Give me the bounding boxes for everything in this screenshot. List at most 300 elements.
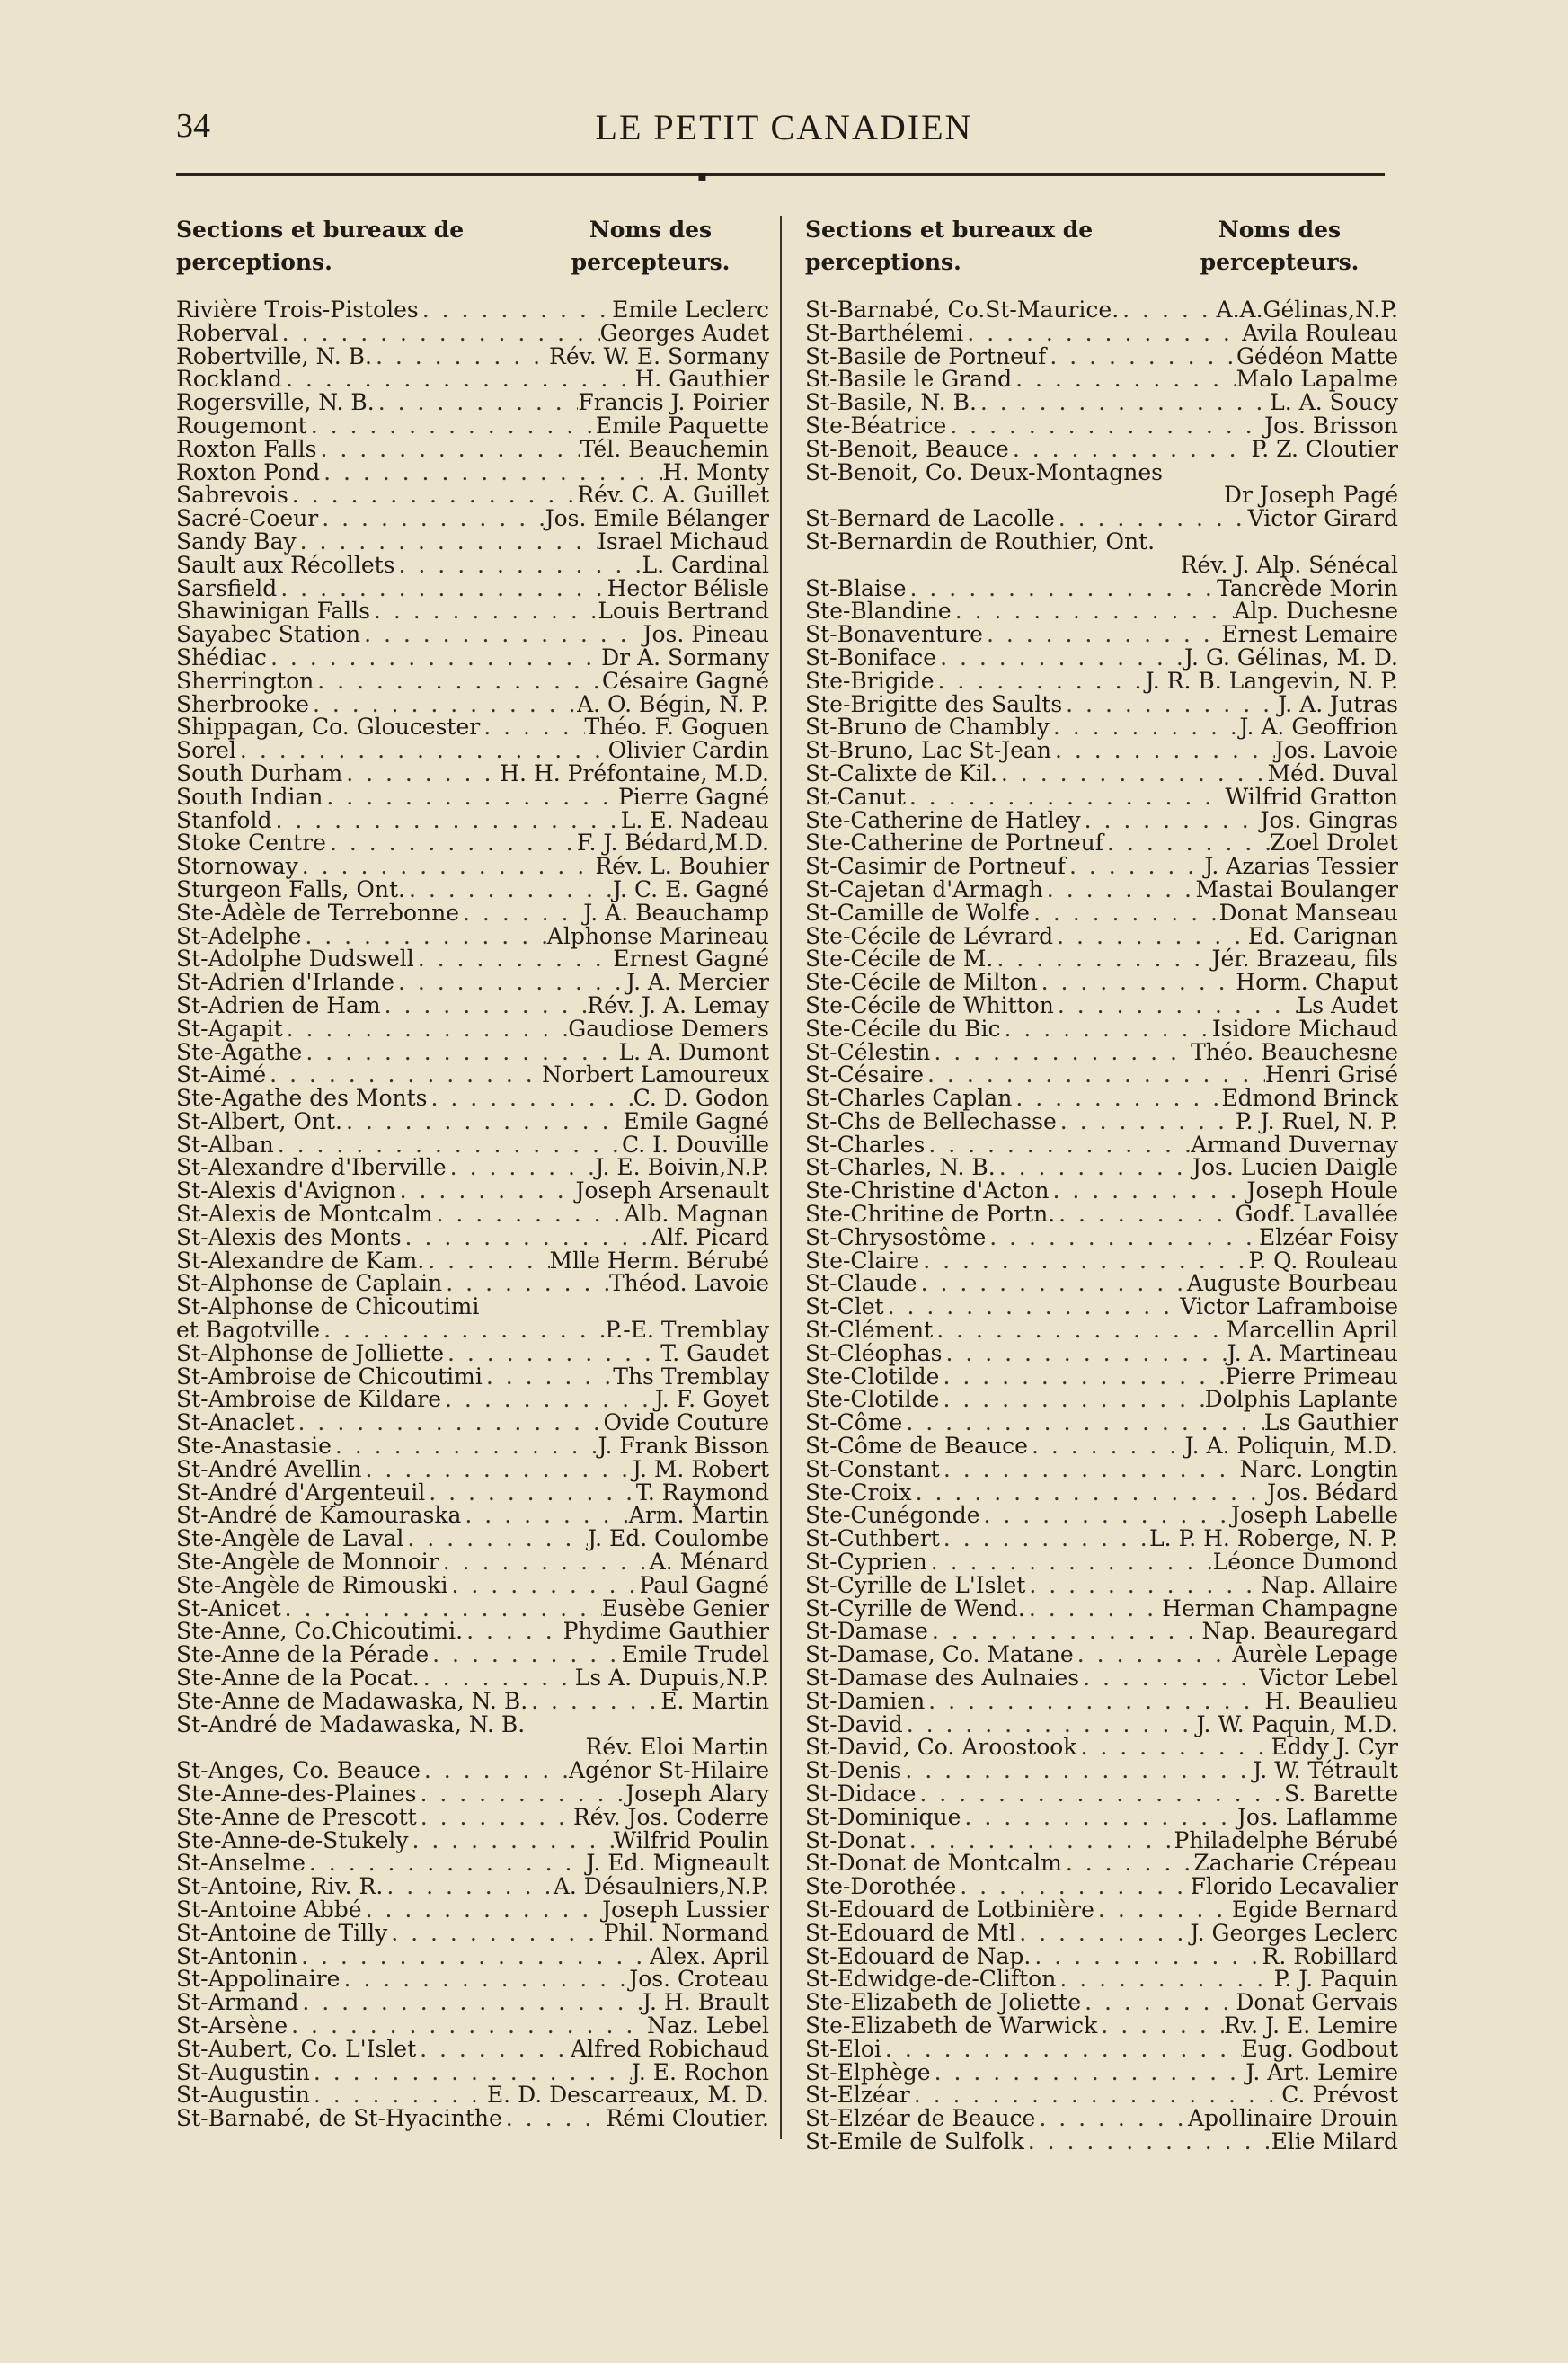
- section-name: Ste-Elizabeth de Warwick: [805, 2012, 1098, 2039]
- collector-name: Alf. Picard: [651, 1223, 769, 1250]
- collector-name: T. Gaudet: [660, 1339, 769, 1366]
- section-name: St-Côme de Beauce: [805, 1433, 1028, 1460]
- section-name: Sorel: [176, 737, 236, 764]
- section-name: Sandy Bay: [176, 528, 297, 555]
- collector-name: Avila Rouleau: [1242, 319, 1398, 346]
- list-item: [805, 458, 1398, 485]
- list-item: [176, 806, 769, 833]
- collector-name: Gédéon Matte: [1236, 342, 1398, 369]
- section-name: Sherrington: [176, 667, 314, 694]
- list-item: [176, 1295, 769, 1319]
- collector-name: Mlle Herm. Bérubé: [549, 1247, 769, 1274]
- dot-leader: [405, 878, 613, 902]
- section-name: Ste-Angèle de Rimouski: [176, 1571, 448, 1598]
- dot-leader: [930, 1041, 1191, 1064]
- list-item: [805, 1272, 1398, 1295]
- collector-name: Dr A. Sormany: [601, 644, 769, 671]
- section-name: St-Albert, Ont.: [176, 1107, 342, 1134]
- collector-name: Joseph Labelle: [1231, 1502, 1398, 1529]
- dot-leader: [1031, 1945, 1262, 1968]
- dot-leader: [1054, 994, 1298, 1017]
- list-item: [805, 623, 1398, 646]
- list-item: [805, 1597, 1398, 1621]
- dot-leader: [1081, 1991, 1236, 2014]
- list-item: [176, 1527, 769, 1550]
- section-name: St-Benoit, Co. Deux-Montagnes: [805, 458, 1163, 485]
- list-item: [805, 739, 1398, 762]
- list-item: [176, 1319, 769, 1342]
- collector-name: Dolphis Laplante: [1204, 1386, 1398, 1413]
- section-name: Ste-Catherine de Portneuf: [805, 830, 1104, 857]
- collector-name: Eddy J. Cyr: [1271, 1734, 1398, 1761]
- collector-name: H. H. Préfontaine, M.D.: [500, 760, 769, 786]
- collector-name: Ovide Couture: [603, 1409, 769, 1436]
- collector-name: J. E. Rochon: [631, 2058, 769, 2085]
- dot-leader: [383, 1875, 554, 1898]
- section-name: St-Armand: [176, 1989, 299, 2016]
- collector-name: Joseph Alary: [625, 1781, 769, 1807]
- dot-leader: [1035, 2107, 1188, 2130]
- section-name: St-Edouard de Mtl: [805, 1919, 1016, 1946]
- dot-leader: [461, 1504, 628, 1527]
- section-name: St-Barthélemi: [805, 319, 964, 346]
- dot-leader: [1024, 2130, 1271, 2154]
- collector-name: Jos. Gingras: [1260, 806, 1398, 833]
- collector-name: Eug. Godbout: [1241, 2035, 1398, 2062]
- list-item: [176, 739, 769, 762]
- column-divider: [780, 216, 782, 2139]
- list-item: [805, 1179, 1398, 1203]
- heading-collectors: Noms des percepteurs.: [1200, 217, 1360, 275]
- list-item: [176, 875, 769, 902]
- section-name: St-Basile le Grand: [805, 366, 1013, 393]
- dot-leader: [919, 1249, 1248, 1273]
- section-name: Ste-Claire: [805, 1247, 920, 1274]
- list-item: [805, 1388, 1398, 1411]
- list-item: [805, 319, 1398, 346]
- collector-name: Alb. Magnan: [624, 1201, 769, 1228]
- dot-leader: [939, 1365, 1225, 1389]
- collector-name: Donat Gervais: [1236, 1989, 1398, 2016]
- section-name: Ste-Cécile de Lévrard: [805, 922, 1054, 949]
- collector-name: P. Z. Cloutier: [1251, 435, 1398, 462]
- collector-name: Tancrède Morin: [1217, 574, 1398, 601]
- dot-leader: [439, 1550, 650, 1574]
- dot-leader: [1076, 1736, 1271, 1759]
- dot-leader: [925, 1133, 1191, 1157]
- dot-leader: [425, 1481, 636, 1505]
- list-item: [805, 899, 1398, 926]
- section-name: Ste-Angèle de Laval: [176, 1525, 404, 1552]
- list-item: [805, 1295, 1398, 1319]
- dot-leader: [416, 2038, 571, 2061]
- list-item: [176, 2083, 769, 2107]
- list-item: [176, 855, 769, 878]
- collector-name: P.-E. Tremblay: [605, 1317, 769, 1344]
- dot-leader: [881, 2038, 1242, 2061]
- section-name: St-Adrien d'Irlande: [176, 969, 394, 996]
- section-name: Ste-Cécile de Whitton: [805, 991, 1054, 1018]
- list-item: [176, 551, 769, 578]
- dot-leader: [317, 438, 580, 461]
- dot-leader: [427, 1087, 633, 1110]
- section-name: St-Ambroise de Kildare: [176, 1386, 442, 1413]
- dot-leader: [1057, 1110, 1236, 1133]
- dot-leader: [381, 994, 588, 1017]
- list-item: [805, 806, 1398, 833]
- dot-leader: [884, 1295, 1181, 1319]
- dot-leader: [936, 646, 1184, 670]
- collector-name: Norbert Lamoureux: [542, 1062, 769, 1088]
- section-name: Ste-Béatrice: [805, 412, 947, 439]
- list-item: [805, 1365, 1398, 1389]
- section-name: St-Eloi: [805, 2035, 881, 2062]
- dot-leader: [906, 1829, 1174, 1852]
- dot-leader: [1062, 693, 1278, 716]
- dot-leader: [1030, 902, 1219, 925]
- rule-ornament: ▪: [697, 167, 707, 184]
- dot-leader: [310, 2061, 632, 2084]
- list-item: [176, 623, 769, 646]
- collector-name: Eusèbe Genier: [601, 1595, 769, 1621]
- dot-leader: [1049, 1179, 1246, 1203]
- list-item: [176, 1107, 769, 1134]
- dot-leader: [302, 1041, 618, 1064]
- dot-leader: [1038, 971, 1236, 994]
- section-name: St-Antonin: [176, 1942, 298, 1969]
- collector-name: Israel Michaud: [597, 528, 769, 555]
- collector-name: L. A. Soucy: [1270, 389, 1398, 416]
- list-item: [176, 991, 769, 1018]
- dot-leader: [910, 2083, 1282, 2107]
- collector-name: J. Azarias Tessier: [1204, 853, 1398, 880]
- page-number: 34: [176, 107, 210, 145]
- section-name: St-Camille de Wolfe: [805, 899, 1030, 926]
- dot-leader: [946, 414, 1264, 438]
- dot-leader: [295, 1411, 604, 1435]
- list-item: [805, 368, 1398, 391]
- collector-name: Zoel Drolet: [1269, 830, 1398, 857]
- collector-name: Rv. J. E. Lemire: [1224, 2012, 1398, 2039]
- list-item: [176, 2107, 769, 2130]
- list-item: [805, 991, 1398, 1018]
- list-item: [176, 1968, 769, 1991]
- section-name: Ste-Dorothée: [805, 1873, 957, 1900]
- section-name: Rogersville, N. B.: [176, 389, 375, 416]
- section-name: Ste-Christine d'Acton: [805, 1177, 1050, 1204]
- section-name: St-Blaise: [805, 574, 907, 601]
- dot-leader: [306, 1852, 586, 1875]
- list-item: [176, 762, 769, 786]
- section-name: St-Augustin: [176, 2058, 310, 2085]
- dot-leader: [409, 1829, 614, 1852]
- collector-name: Ernest Lemaire: [1221, 621, 1398, 648]
- dot-leader: [939, 1388, 1204, 1411]
- dot-leader: [927, 1550, 1213, 1574]
- list-item: [176, 831, 769, 855]
- dot-leader: [360, 623, 642, 646]
- dot-leader: [1066, 855, 1204, 878]
- section-name: St-Ambroise de Chicoutimi: [176, 1363, 483, 1390]
- dot-leader: [323, 786, 618, 809]
- dot-leader: [480, 715, 584, 739]
- collector-name: Alfred Robichaud: [571, 2035, 769, 2062]
- dot-leader: [1028, 1435, 1185, 1458]
- section-name: Ste-Agathe: [176, 1038, 303, 1065]
- list-item: [176, 1803, 769, 1830]
- list-item: [176, 1687, 769, 1714]
- section-name: St-Bruno de Chambly: [805, 714, 1050, 741]
- dot-leader: [1094, 1898, 1232, 1922]
- collector-name: Rév. W. E. Sormany: [549, 342, 769, 369]
- list-item: [805, 342, 1398, 369]
- list-item: [176, 1063, 769, 1087]
- list-item: [805, 1666, 1398, 1690]
- list-item: [176, 1365, 769, 1389]
- collector-name: Alp. Duchesne: [1234, 598, 1398, 625]
- collector-name: Rév. Eloi Martin: [585, 1734, 770, 1761]
- collector-name: S. Barette: [1283, 1781, 1398, 1807]
- dot-leader: [993, 947, 1211, 971]
- dot-leader: [394, 971, 626, 994]
- collector-name: Méd. Duval: [1267, 760, 1398, 786]
- list-item: [805, 391, 1398, 414]
- collector-name: Apollinaire Drouin: [1187, 2105, 1398, 2132]
- collector-name: Alex. April: [650, 1942, 769, 1969]
- list-item: [805, 1643, 1398, 1666]
- list-item: [805, 2014, 1398, 2038]
- collector-name: Godf. Lavallée: [1235, 1201, 1398, 1228]
- section-name: St-Edwidge-de-Clifton: [805, 1966, 1057, 1993]
- section-name: Ste-Brigitte des Saults: [805, 690, 1063, 717]
- section-name: St-Benoit, Beauce: [805, 435, 1009, 462]
- collector-name: J. M. Robert: [632, 1455, 769, 1482]
- list-item: [176, 1710, 769, 1737]
- section-name: St-Appolinaire: [176, 1966, 341, 1993]
- dot-leader: [342, 762, 500, 786]
- collector-name: Francis J. Poirier: [578, 389, 769, 416]
- list-item: [805, 1898, 1398, 1922]
- dot-leader: [267, 646, 601, 670]
- collector-name: Victor Girard: [1247, 505, 1398, 532]
- section-name: Shawinigan Falls: [176, 598, 370, 625]
- list-item: [176, 1481, 769, 1505]
- dot-leader: [362, 1898, 603, 1922]
- list-item: [805, 2107, 1398, 2130]
- dot-leader: [1079, 1666, 1259, 1690]
- list-item: [176, 1411, 769, 1435]
- section-name: Roxton Pond: [176, 458, 321, 485]
- section-name: St-Antoine, Riv. R.: [176, 1873, 384, 1900]
- dot-leader: [281, 1597, 602, 1621]
- dot-leader: [318, 507, 545, 530]
- collector-name: Jér. Brazeau, fils: [1211, 946, 1398, 973]
- section-name: St-Alexis d'Avignon: [176, 1177, 396, 1204]
- list-item: [176, 1942, 769, 1969]
- section-name: St-Damase des Aulnaies: [805, 1665, 1080, 1692]
- dot-leader: [274, 1133, 622, 1157]
- collector-name: Gaudiose Demers: [568, 1015, 769, 1042]
- dot-leader: [940, 1458, 1240, 1481]
- dot-leader: [375, 391, 579, 414]
- dot-leader: [1046, 345, 1236, 369]
- list-item: [805, 783, 1398, 810]
- collector-name: J. W. Tétrault: [1253, 1757, 1398, 1784]
- list-item: [176, 1875, 769, 1898]
- list-item: [805, 1620, 1398, 1643]
- section-name: Ste-Cécile du Bic: [805, 1015, 1001, 1042]
- list-item: [176, 1759, 769, 1782]
- collector-name: Emile Gagné: [623, 1107, 769, 1134]
- collector-name: Pierre Gagné: [617, 783, 769, 810]
- section-name: St-Constant: [805, 1455, 940, 1482]
- list-item: [805, 1319, 1398, 1342]
- section-name: Sacré-Coeur: [176, 505, 319, 532]
- list-item: [176, 1179, 769, 1203]
- list-item: [805, 414, 1398, 438]
- collector-name: Narc. Longtin: [1239, 1455, 1398, 1482]
- section-name: St-Adelphe: [176, 922, 302, 949]
- column-heading: [176, 214, 769, 284]
- section-name: St-Anselme: [176, 1850, 306, 1877]
- section-name: Ste-Anne de la Pocat.: [176, 1665, 420, 1692]
- list-item: [176, 1550, 769, 1574]
- dot-leader: [395, 554, 642, 577]
- section-name: St-Cajetan d'Armagh: [805, 875, 1043, 902]
- section-name: St-Basile, N. B.: [805, 389, 977, 416]
- dot-leader: [297, 530, 598, 554]
- collector-name: J. C. E. Gagné: [612, 875, 769, 902]
- section-name: Stanfold: [176, 806, 272, 833]
- section-name: St-Edouard de Nap.: [805, 1942, 1032, 1969]
- collector-name: J. A. Poliquin, M.D.: [1184, 1433, 1398, 1460]
- section-name: St-Alban: [176, 1131, 274, 1158]
- section-name: St-Alphonse de Jolliette: [176, 1339, 444, 1366]
- column-right: [805, 214, 1398, 2154]
- section-name: Roberval: [176, 319, 279, 346]
- dot-leader: [442, 1272, 609, 1295]
- dot-leader: [1081, 809, 1261, 832]
- list-item: [805, 1942, 1398, 1969]
- list-item: [176, 922, 769, 949]
- dot-leader: [935, 670, 1146, 693]
- dot-leader: [502, 2107, 607, 2130]
- dot-leader: [279, 322, 600, 345]
- list-item: [176, 1455, 769, 1482]
- column-left: [176, 214, 769, 2130]
- dot-leader: [952, 600, 1235, 623]
- collector-name: Armand Duvernay: [1191, 1131, 1398, 1158]
- header-rule: [176, 173, 1385, 176]
- dot-leader: [1055, 1203, 1235, 1226]
- list-item: [805, 298, 1398, 322]
- section-name: St-Augustin: [176, 2082, 310, 2109]
- collector-name: Rév. C. A. Guillet: [577, 482, 769, 509]
- section-name: et Bagotville: [176, 1317, 321, 1344]
- dot-leader: [1053, 925, 1248, 948]
- list-item: [176, 342, 769, 369]
- dot-leader: [901, 1759, 1253, 1782]
- section-name: St-Alexandre d'Iberville: [176, 1154, 447, 1181]
- collector-name: Wilfrid Poulin: [613, 1826, 769, 1853]
- list-item: [805, 1223, 1398, 1250]
- list-item: [176, 458, 769, 485]
- dot-leader: [1062, 1852, 1193, 1875]
- dot-leader: [1025, 1597, 1162, 1621]
- collector-name: H. Gauthier: [634, 366, 769, 393]
- section-name: St-Dominique: [805, 1803, 961, 1830]
- list-item: [176, 1620, 769, 1643]
- list-item: [176, 2014, 769, 2038]
- list-item: [805, 1875, 1398, 1898]
- dot-leader: [1055, 507, 1248, 530]
- section-name: Ste-Anne, Co.Chicoutimi.: [176, 1618, 464, 1645]
- section-name: St-André de Kamouraska: [176, 1502, 462, 1529]
- list-item: [805, 947, 1398, 971]
- section-name: St-Alexis des Monts: [176, 1223, 402, 1250]
- collector-name: Victor Lebel: [1259, 1665, 1398, 1692]
- section-name: St-David, Co. Aroostook: [805, 1734, 1077, 1761]
- section-name: St-Césaire: [805, 1062, 925, 1088]
- section-name: St-Damase: [805, 1618, 928, 1645]
- collector-name: Jos. Pineau: [642, 621, 769, 648]
- list-item: [805, 875, 1398, 902]
- dot-leader: [310, 2083, 487, 2107]
- section-name: St-Chrysostôme: [805, 1223, 987, 1250]
- collector-name: L. A. Dumont: [618, 1038, 769, 1065]
- collector-name: Ernest Gagné: [613, 946, 769, 973]
- collector-name: P. Q. Rouleau: [1248, 1247, 1398, 1274]
- list-item: [176, 1643, 769, 1666]
- list-item: [176, 1087, 769, 1110]
- collector-name: Donat Manseau: [1218, 899, 1398, 926]
- dot-leader: [307, 414, 596, 438]
- section-name: St-Cyprien: [805, 1549, 927, 1576]
- collector-name: Phil. Normand: [603, 1919, 769, 1946]
- list-item: [805, 600, 1398, 623]
- collector-name: Léonce Dumond: [1212, 1549, 1398, 1576]
- section-name: St-Anges, Co. Beauce: [176, 1757, 421, 1784]
- list-item: [805, 1710, 1398, 1737]
- dot-leader: [1012, 368, 1236, 391]
- collector-name: P. J. Ruel, N. P.: [1235, 1107, 1398, 1134]
- section-name: St-Barnabé, Co.St-Maurice.: [805, 297, 1120, 323]
- heading-collectors: Noms des percepteurs.: [571, 217, 731, 275]
- list-item: [176, 484, 769, 507]
- dot-leader: [320, 1319, 605, 1342]
- dot-leader: [340, 1968, 629, 1991]
- collector-name: J. A. Mercier: [625, 969, 769, 996]
- collector-name: J. F. Goyet: [654, 1386, 769, 1413]
- dot-leader: [942, 1342, 1227, 1365]
- section-name: St-Denis: [805, 1757, 902, 1784]
- collector-name: Césaire Gagné: [601, 667, 769, 694]
- list-item: [805, 1527, 1398, 1550]
- list-item: [176, 715, 769, 739]
- section-name: Sayabec Station: [176, 621, 361, 648]
- list-item: [176, 1597, 769, 1621]
- list-item: [176, 1223, 769, 1250]
- list-item: [805, 1919, 1398, 1946]
- dot-leader: [424, 1249, 549, 1273]
- dot-leader: [298, 1991, 642, 2014]
- section-name: Ste-Cunégonde: [805, 1502, 980, 1529]
- section-name: St-Donat: [805, 1826, 906, 1853]
- collector-name: J. Georges Leclerc: [1190, 1919, 1398, 1946]
- collector-name: Jos. Laflamme: [1236, 1803, 1398, 1830]
- section-name: Ste-Blandine: [805, 598, 952, 625]
- section-name: St-Elzéar: [805, 2082, 910, 2109]
